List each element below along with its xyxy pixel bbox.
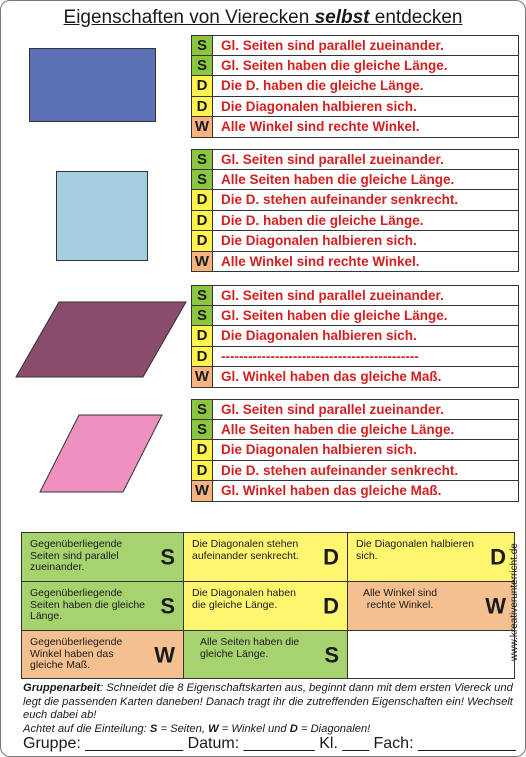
property-text: Gl. Seiten sind parallel zueinander. [213, 400, 519, 419]
blue-square-shape [29, 48, 157, 123]
property-text: -------------------------------------------- [213, 347, 519, 367]
properties-block-1 [191, 35, 519, 138]
property-text: Die Diagonalen halbieren sich. [213, 326, 519, 346]
website-credit: www.kreativerunterricht.de [509, 543, 520, 661]
instructions-label: Gruppenarbeit [23, 682, 101, 694]
card-text: Alle Seiten haben die gleiche Länge. [200, 636, 300, 660]
card-letter: D [490, 544, 506, 570]
property-row [191, 170, 519, 191]
w-key: W [208, 722, 219, 735]
property-text: Gl. Seiten sind parallel zueinander. [213, 36, 519, 55]
property-badge: S [191, 400, 213, 419]
property-card[interactable] [184, 533, 348, 582]
property-row [191, 56, 519, 77]
property-badge: D [191, 76, 213, 96]
property-row [191, 399, 519, 420]
card-text: Gegenüberliegende Winkel haben das gleiche Maß. [30, 636, 123, 671]
card-letter: W [485, 593, 506, 619]
page-title: Eigenschaften von Vierecken selbst entdecken [63, 7, 463, 28]
card-text: Alle Winkel sind rechte Winkel. [362, 587, 438, 611]
property-row [191, 97, 519, 118]
properties-block-3 [191, 285, 519, 388]
property-row [191, 190, 519, 211]
property-text: Die D. stehen aufeinander senkrecht. [213, 190, 519, 210]
property-row [191, 211, 519, 232]
property-text: Die D. haben die gleiche Länge. [213, 211, 519, 231]
s-desc: = Seiten, [157, 722, 209, 735]
w-desc: = Winkel und [218, 722, 290, 735]
property-badge: S [191, 150, 213, 169]
card-text: Die Diagonalen haben die gleiche Länge. [192, 587, 296, 611]
instructions-text: : Schneidet die 8 Eigenschaftskarten aus, beginnt dann mit dem ersten Viereck und legt die passenden Karten daneben! Danach tragt ihr die zutreffenden Eigenschaften ein! Wechselt euch dabei ab! [23, 682, 513, 721]
property-row [191, 252, 519, 273]
card-text: Gegenüberliegende Seiten sind parallel zueinander. [30, 538, 123, 573]
property-card[interactable] [184, 582, 348, 631]
property-card[interactable] [348, 533, 514, 582]
property-row [191, 326, 519, 347]
property-badge: W [191, 117, 213, 137]
property-card[interactable] [184, 631, 348, 678]
d-key: D [289, 722, 298, 735]
property-row [191, 440, 519, 461]
property-badge: D [191, 97, 213, 117]
property-badge: W [191, 252, 213, 272]
note-prefix: Achtet auf die Einteilung: [23, 722, 150, 735]
property-badge: S [191, 36, 213, 55]
property-badge: S [191, 286, 213, 305]
property-badge: W [191, 367, 213, 387]
property-badge: D [191, 231, 213, 251]
group-info-line: Gruppe: ___________ Datum: ________ Kl. ___ Fach: ___________ [23, 735, 516, 752]
property-row [191, 420, 519, 441]
properties-block-2 [191, 149, 519, 272]
property-badge: S [191, 420, 213, 440]
s-key: S [149, 722, 158, 735]
property-badge: D [191, 461, 213, 481]
property-text: Gl. Winkel haben das gleiche Maß. [213, 367, 519, 387]
property-row [191, 306, 519, 327]
property-text: Alle Winkel sind rechte Winkel. [213, 252, 519, 272]
property-text: Gl. Winkel haben das gleiche Maß. [213, 481, 519, 501]
property-row [191, 367, 519, 388]
property-cards-grid [21, 532, 515, 679]
property-row [191, 149, 519, 170]
light-blue-square-shape [56, 171, 149, 262]
d-desc: = Diagonalen! [297, 722, 371, 735]
property-badge: D [191, 347, 213, 367]
property-row [191, 481, 519, 502]
property-text: Die D. haben die gleiche Länge. [213, 76, 519, 96]
property-text: Gl. Seiten haben die gleiche Länge. [213, 306, 519, 326]
property-text: Alle Seiten haben die gleiche Länge. [213, 170, 519, 190]
property-text: Gl. Seiten sind parallel zueinander. [213, 286, 519, 305]
card-letter: W [154, 641, 175, 667]
property-text: Die Diagonalen halbieren sich. [213, 231, 519, 251]
property-badge: S [191, 170, 213, 190]
property-text: Die Diagonalen halbieren sich. [213, 440, 519, 460]
property-badge: D [191, 440, 213, 460]
property-row [191, 285, 519, 306]
card-text: Die Diagonalen halbieren sich. [356, 538, 474, 562]
property-text: Alle Seiten haben die gleiche Länge. [213, 420, 519, 440]
property-text: Gl. Seiten haben die gleiche Länge. [213, 56, 519, 76]
card-letter: S [160, 544, 175, 570]
property-row [191, 347, 519, 368]
property-badge: D [191, 211, 213, 231]
property-badge: D [191, 326, 213, 346]
empty-card [348, 631, 514, 678]
parallelogram-shape [15, 301, 187, 378]
property-text: Die D. stehen aufeinander senkrecht. [213, 461, 519, 481]
property-card[interactable] [22, 582, 184, 631]
property-card[interactable] [348, 582, 514, 631]
property-text: Gl. Seiten sind parallel zueinander. [213, 150, 519, 169]
property-row [191, 461, 519, 482]
property-badge: S [191, 56, 213, 76]
card-letter: S [160, 593, 175, 619]
card-text: Die Diagonalen stehen aufeinander senkrecht. [192, 538, 299, 562]
property-row [191, 35, 519, 56]
property-text: Alle Winkel sind rechte Winkel. [213, 117, 519, 137]
card-letter: D [323, 593, 339, 619]
property-badge: W [191, 481, 213, 501]
card-text: Gegenüberliegende Seiten haben die gleiche Länge. [30, 587, 146, 622]
property-row [191, 231, 519, 252]
card-letter: D [323, 544, 339, 570]
property-badge: D [191, 190, 213, 210]
property-text: Die Diagonalen halbieren sich. [213, 97, 519, 117]
property-card[interactable] [22, 533, 184, 582]
property-row [191, 76, 519, 97]
property-row [191, 117, 519, 138]
card-letter: S [324, 641, 339, 667]
property-card[interactable] [22, 631, 184, 678]
instructions [23, 682, 513, 736]
rhombus-shape [39, 414, 163, 493]
property-badge: S [191, 306, 213, 326]
properties-block-4 [191, 399, 519, 502]
